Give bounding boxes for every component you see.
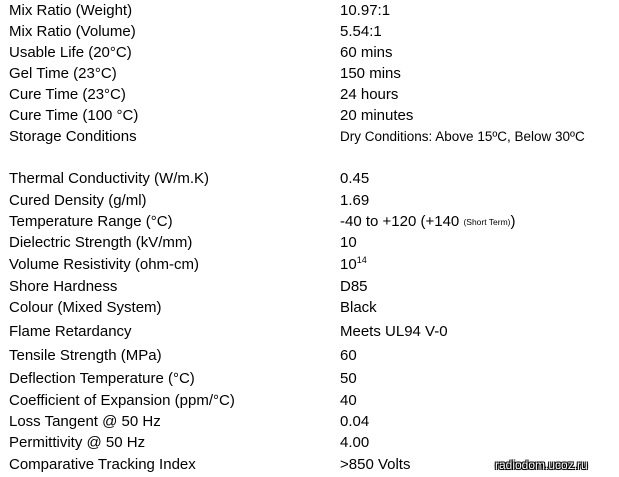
spec-row-coefficient-of-expansion	[9, 390, 619, 411]
spec-label: Coefficient of Expansion (ppm/°C)	[9, 392, 235, 409]
spec-row-flame-retardancy	[9, 321, 619, 342]
spec-row-gel-time	[9, 63, 619, 84]
spec-row-tensile-strength	[9, 345, 619, 366]
spec-label: Volume Resistivity (ohm-cm)	[9, 256, 200, 273]
spec-row-cure-time-23	[9, 84, 619, 105]
spec-label: Permittivity @ 50 Hz	[9, 434, 146, 451]
spec-label: Deflection Temperature (°C)	[9, 370, 195, 387]
spec-value: 10	[340, 234, 357, 251]
resistivity-exponent: 14	[356, 255, 367, 265]
spec-row-permittivity	[9, 432, 619, 453]
spec-label: Tensile Strength (MPa)	[9, 347, 162, 364]
spec-label: Thermal Conductivity (W/m.K)	[9, 170, 210, 187]
spec-value: 0.04	[340, 413, 370, 430]
spec-value: 50	[340, 370, 357, 387]
spec-row-dielectric-strength	[9, 232, 619, 253]
spec-label: Storage Conditions	[9, 128, 137, 145]
spec-row-colour	[9, 297, 619, 318]
temperature-range-main: -40 to +120 (+140	[340, 213, 460, 230]
spec-row-thermal-conductivity	[9, 168, 619, 189]
spec-value: 4.00	[340, 434, 370, 451]
spec-label: Temperature Range (°C)	[9, 213, 173, 230]
spec-row-cured-density	[9, 190, 619, 211]
spec-value: Black	[340, 299, 377, 316]
spec-row-mix-ratio-volume	[9, 21, 619, 42]
spec-value: 10.97:1	[340, 2, 391, 19]
spec-label: Mix Ratio (Weight)	[9, 2, 133, 19]
spec-label: Colour (Mixed System)	[9, 299, 162, 316]
spec-value: Dry Conditions: Above 15ºC, Below 30ºC	[340, 129, 585, 144]
spec-label: Cure Time (23°C)	[9, 86, 126, 103]
spec-value: >850 Volts	[340, 456, 411, 473]
spec-value: 0.45	[340, 170, 370, 187]
spec-value: 5.54:1	[340, 23, 382, 40]
spec-row-deflection-temperature	[9, 368, 619, 389]
spec-label: Shore Hardness	[9, 278, 118, 295]
spec-value: 1.69	[340, 192, 370, 209]
spec-label: Flame Retardancy	[9, 323, 132, 340]
spec-label: Dielectric Strength (kV/mm)	[9, 234, 193, 251]
spec-value: D85	[340, 278, 368, 295]
resistivity-base: 10	[340, 256, 357, 273]
spec-value: 20 minutes	[340, 107, 414, 124]
site-watermark: radiodom.ucoz.ru	[495, 458, 588, 472]
spec-label: Comparative Tracking Index	[9, 456, 196, 473]
spec-value: 60	[340, 347, 357, 364]
temperature-range-close: )	[510, 213, 516, 230]
spec-value: Meets UL94 V-0	[340, 323, 448, 340]
spec-value: 150 mins	[340, 65, 401, 82]
spec-value	[340, 254, 367, 275]
spec-label: Cured Density (g/ml)	[9, 192, 147, 209]
spec-row-mix-ratio-weight	[9, 0, 619, 21]
spec-row-volume-resistivity	[9, 254, 619, 275]
spec-value: 60 mins	[340, 44, 393, 61]
spec-label: Usable Life (20°C)	[9, 44, 132, 61]
spec-value: 40	[340, 392, 357, 409]
spec-row-loss-tangent	[9, 411, 619, 432]
spec-row-temperature-range	[9, 211, 619, 232]
short-term-note: (Short Term)	[463, 217, 511, 227]
spec-row-shore-hardness	[9, 276, 619, 297]
spec-label: Mix Ratio (Volume)	[9, 23, 136, 40]
spec-value	[340, 211, 516, 233]
spec-label: Cure Time (100 °C)	[9, 107, 139, 124]
spec-label: Gel Time (23°C)	[9, 65, 117, 82]
spec-label: Loss Tangent @ 50 Hz	[9, 413, 161, 430]
spec-row-usable-life	[9, 42, 619, 63]
spec-value: 24 hours	[340, 86, 399, 103]
spec-row-storage-conditions	[9, 126, 619, 147]
spec-row-cure-time-100	[9, 105, 619, 126]
